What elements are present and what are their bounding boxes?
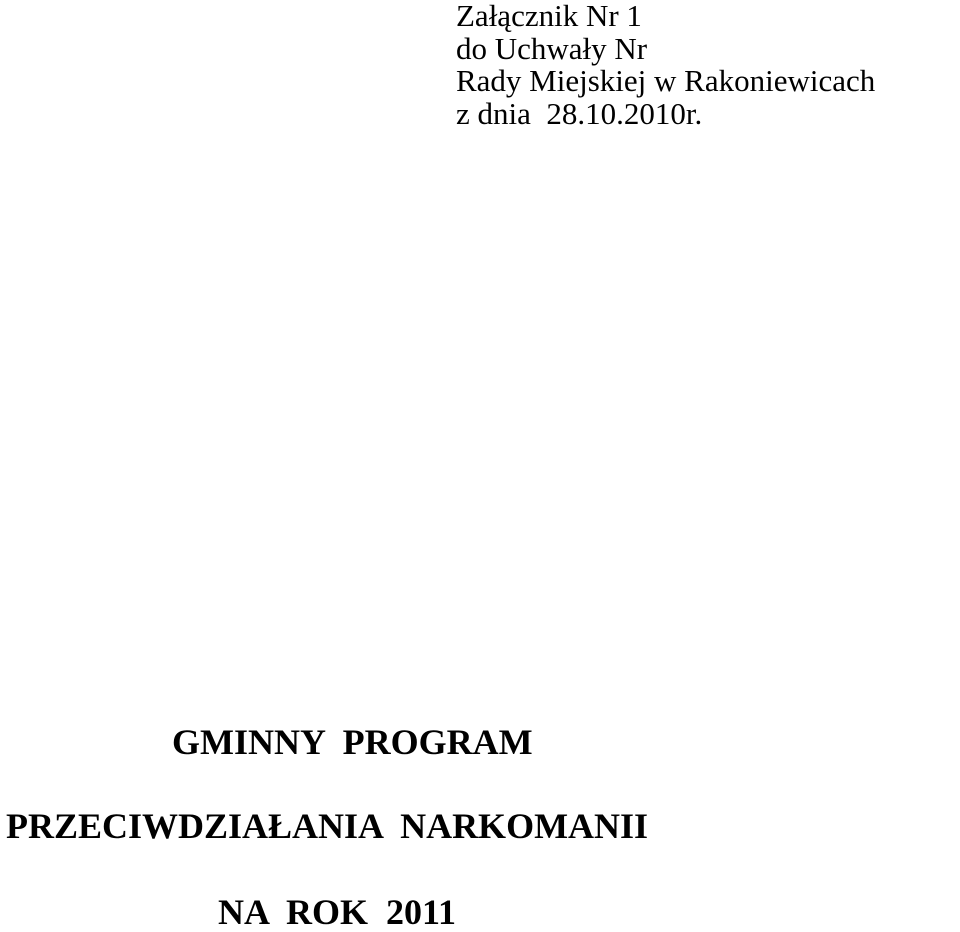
document-title-line-2: PRZECIWDZIAŁANIA NARKOMANII <box>6 806 649 846</box>
attachment-number: Załącznik Nr 1 <box>456 0 642 33</box>
document-title-line-3: NA ROK 2011 <box>218 892 457 932</box>
resolution-date: z dnia 28.10.2010r. <box>456 95 703 131</box>
council-name: Rady Miejskiej w Rakoniewicach <box>456 63 876 98</box>
resolution-reference: do Uchwały Nr <box>456 30 648 66</box>
document-title-line-1: GMINNY PROGRAM <box>172 722 533 762</box>
attachment-header <box>456 0 956 130</box>
